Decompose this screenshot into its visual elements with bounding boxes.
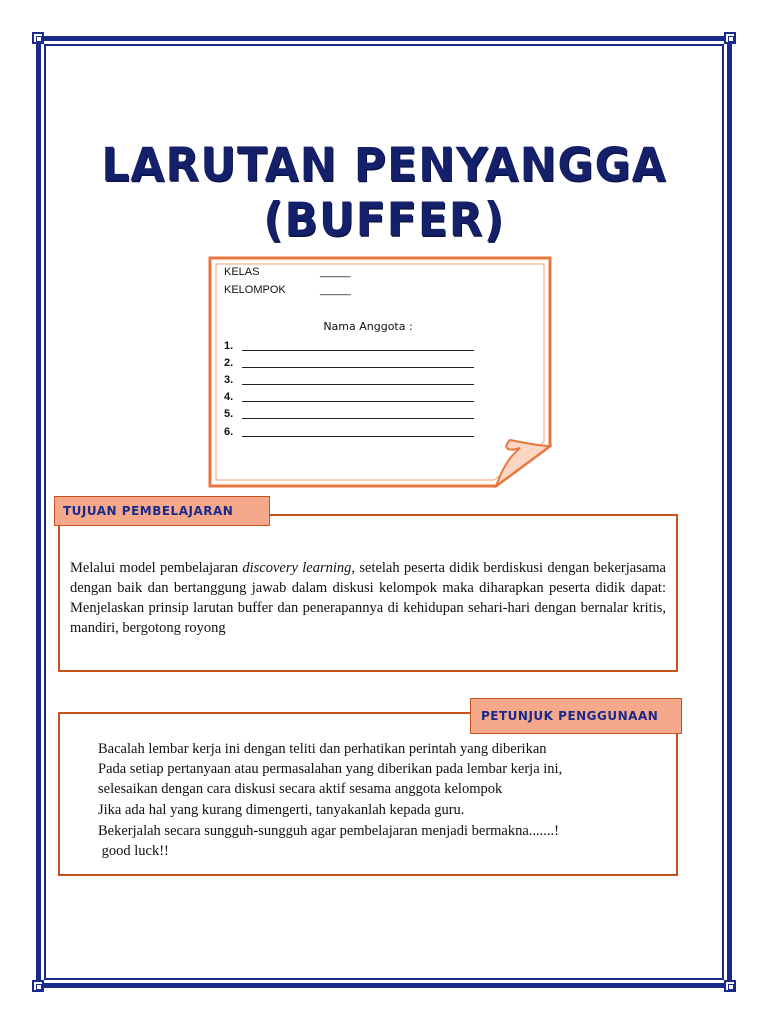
tujuan-text-rest: setelah peserta didik berdiskusi dengan bekerjasama dengan baik dan bertanggung jawab dalam diskusi kelompok maka diharapkan peserta didik dapat: Menjelaskan prinsip larutan buffer dan penerapannya di kehidupan sehari-hari dengan bernalar kritis, mandiri, bergotong royong	[70, 560, 666, 636]
page-title-line2: (BUFFER)	[263, 193, 505, 248]
member-blank	[242, 384, 474, 385]
page-title-line1: LARUTAN PENYANGGA	[101, 138, 667, 193]
member-line[interactable]	[224, 340, 233, 352]
petunjuk-line: Pada setiap pertanyaan atau permasalahan yang diberikan pada lembar kerja ini,	[98, 761, 563, 777]
member-number: 2.	[224, 357, 234, 369]
kelas-row	[224, 266, 351, 278]
corner-ornament-bottom-left	[32, 980, 44, 992]
tujuan-text-start: Melalui model pembelajaran	[70, 560, 243, 576]
member-blank	[242, 401, 474, 402]
member-line[interactable]	[224, 426, 233, 438]
member-number: 5.	[224, 408, 234, 420]
member-line[interactable]	[224, 408, 233, 420]
member-line[interactable]	[224, 391, 233, 403]
member-number: 3.	[224, 374, 234, 386]
kelas-value: _____	[320, 266, 351, 278]
member-number: 4.	[224, 391, 234, 403]
kelompok-value: _____	[320, 284, 351, 296]
member-blank	[242, 350, 474, 351]
petunjuk-line: Jika ada hal yang kurang dimengerti, tanyakanlah kepada guru.	[98, 802, 465, 818]
petunjuk-heading: PETUNJUK PENGGUNAAN	[470, 698, 682, 734]
member-blank	[242, 436, 474, 437]
tujuan-italic-term: discovery learning,	[242, 560, 356, 576]
corner-ornament-bottom-right	[724, 980, 736, 992]
nama-anggota-label: Nama Anggota :	[323, 320, 413, 333]
member-number: 1.	[224, 340, 234, 352]
identity-card	[208, 256, 552, 488]
tujuan-paragraph	[70, 558, 666, 638]
member-blank	[242, 367, 474, 368]
petunjuk-line: Bacalah lembar kerja ini dengan teliti dan perhatikan perintah yang diberikan	[98, 741, 547, 757]
petunjuk-line: good luck!!	[98, 843, 169, 859]
member-line[interactable]	[224, 374, 233, 386]
kelompok-label: KELOMPOK	[224, 284, 286, 296]
kelas-label: KELAS	[224, 266, 260, 278]
kelompok-row	[224, 284, 351, 296]
member-line[interactable]	[224, 357, 233, 369]
corner-ornament-top-left	[32, 32, 44, 44]
tujuan-heading: TUJUAN PEMBELAJARAN	[54, 496, 270, 526]
member-blank	[242, 418, 474, 419]
corner-ornament-top-right	[724, 32, 736, 44]
member-number: 6.	[224, 426, 234, 438]
petunjuk-line: selesaikan dengan cara diskusi secara aktif sesama anggota kelompok	[98, 781, 503, 797]
petunjuk-line: Bekerjalah secara sungguh-sungguh agar pembelajaran menjadi bermakna.......!	[98, 823, 559, 839]
